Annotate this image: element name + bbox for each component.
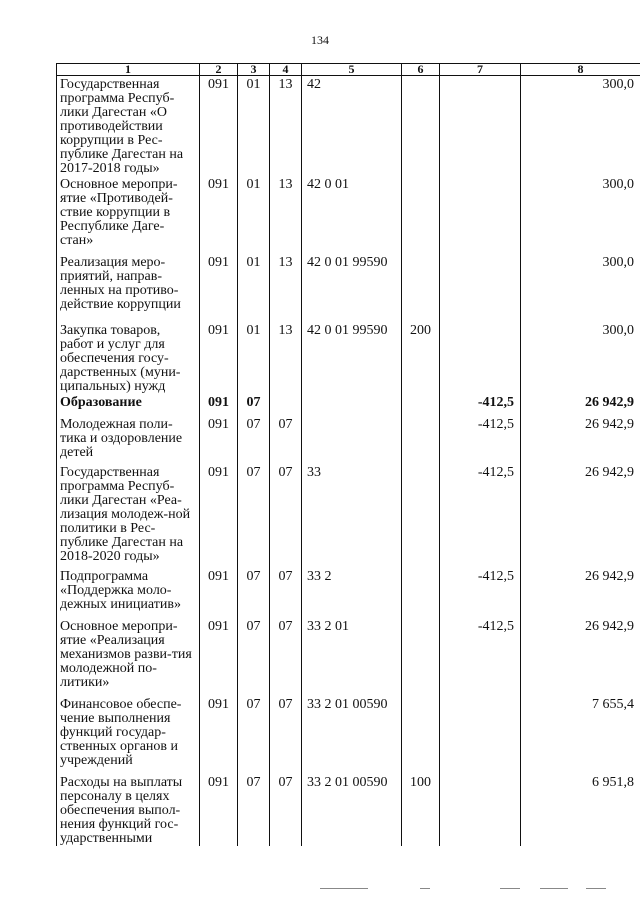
cell-section: 01 [238, 76, 270, 177]
scan-artifact [320, 888, 368, 889]
table-row [57, 176, 640, 254]
cell-change [440, 696, 521, 774]
cell-subsection: 13 [270, 176, 302, 254]
table-header-row [57, 64, 640, 76]
cell-section: 01 [238, 176, 270, 254]
cell-amount: 300,0 [521, 322, 640, 394]
cell-admin-code: 091 [200, 464, 238, 568]
cell-admin-code: 091 [200, 696, 238, 774]
cell-name: Реализация меро-приятий, направ-ленных на противо-действие коррупции [57, 254, 200, 322]
cell-amount: 300,0 [521, 176, 640, 254]
cell-section: 07 [238, 394, 270, 416]
cell-target-article: 33 2 01 00590 [302, 774, 402, 846]
cell-name: Молодежная поли-тика и оздоровление детей [57, 416, 200, 464]
cell-change [440, 322, 521, 394]
header-cell: 2 [200, 64, 238, 76]
cell-name: Подпрограмма «Поддержка моло-дежных инициатив» [57, 568, 200, 618]
cell-expense-type: 100 [402, 774, 440, 846]
cell-target-article: 33 2 [302, 568, 402, 618]
table-row [57, 568, 640, 618]
cell-target-article [302, 416, 402, 464]
cell-subsection: 07 [270, 696, 302, 774]
cell-section: 07 [238, 464, 270, 568]
cell-section: 01 [238, 254, 270, 322]
scan-artifact [420, 888, 430, 889]
cell-admin-code: 091 [200, 76, 238, 177]
cell-admin-code: 091 [200, 618, 238, 696]
cell-admin-code: 091 [200, 416, 238, 464]
cell-amount: 26 942,9 [521, 394, 640, 416]
cell-subsection [270, 394, 302, 416]
cell-admin-code: 091 [200, 774, 238, 846]
cell-expense-type [402, 464, 440, 568]
cell-admin-code: 091 [200, 322, 238, 394]
table-row [57, 618, 640, 696]
cell-expense-type [402, 394, 440, 416]
cell-amount: 6 951,8 [521, 774, 640, 846]
cell-subsection: 07 [270, 568, 302, 618]
cell-expense-type: 200 [402, 322, 440, 394]
cell-change: -412,5 [440, 394, 521, 416]
cell-change [440, 774, 521, 846]
cell-target-article: 42 0 01 [302, 176, 402, 254]
cell-change: -412,5 [440, 618, 521, 696]
cell-name: Основное меропри-ятие «Реализация механизмов разви-тия молодежной по-литики» [57, 618, 200, 696]
cell-expense-type [402, 416, 440, 464]
cell-target-article: 33 [302, 464, 402, 568]
cell-section: 07 [238, 774, 270, 846]
header-cell: 6 [402, 64, 440, 76]
header-cell: 1 [57, 64, 200, 76]
table-row [57, 416, 640, 464]
cell-subsection: 13 [270, 254, 302, 322]
cell-section: 01 [238, 322, 270, 394]
cell-amount: 26 942,9 [521, 464, 640, 568]
cell-amount: 26 942,9 [521, 416, 640, 464]
cell-section: 07 [238, 618, 270, 696]
table-row [57, 774, 640, 846]
cell-subsection: 07 [270, 618, 302, 696]
cell-target-article: 33 2 01 00590 [302, 696, 402, 774]
table-row [57, 76, 640, 177]
header-cell: 8 [521, 64, 640, 76]
cell-expense-type [402, 176, 440, 254]
cell-expense-type [402, 696, 440, 774]
cell-target-article: 42 [302, 76, 402, 177]
cell-name: Государственная программа Респуб-лики Дагестан «О противодействии коррупции в Рес-публике Дагестан на 2017-2018 годы» [57, 76, 200, 177]
cell-change: -412,5 [440, 568, 521, 618]
cell-subsection: 07 [270, 464, 302, 568]
cell-name: Финансовое обеспе-чение выполнения функций государ-ственных органов и учреждений [57, 696, 200, 774]
header-cell: 5 [302, 64, 402, 76]
cell-amount: 26 942,9 [521, 568, 640, 618]
cell-change [440, 254, 521, 322]
cell-subsection: 13 [270, 76, 302, 177]
cell-target-article [302, 394, 402, 416]
cell-expense-type [402, 254, 440, 322]
cell-change [440, 76, 521, 177]
cell-target-article: 33 2 01 [302, 618, 402, 696]
cell-amount: 26 942,9 [521, 618, 640, 696]
scan-artifact [500, 888, 520, 889]
table-row [57, 394, 640, 416]
cell-admin-code: 091 [200, 176, 238, 254]
header-cell: 4 [270, 64, 302, 76]
cell-section: 07 [238, 568, 270, 618]
scan-artifact [540, 888, 568, 889]
cell-subsection: 13 [270, 322, 302, 394]
cell-amount: 7 655,4 [521, 696, 640, 774]
header-cell: 7 [440, 64, 521, 76]
page-number: 134 [311, 33, 329, 47]
cell-target-article: 42 0 01 99590 [302, 254, 402, 322]
cell-name: Образование [57, 394, 200, 416]
cell-name: Расходы на выплаты персоналу в целях обеспечения выпол-нения функций гос-ударственными [57, 774, 200, 846]
table-row [57, 464, 640, 568]
cell-expense-type [402, 568, 440, 618]
cell-change [440, 176, 521, 254]
cell-admin-code: 091 [200, 254, 238, 322]
cell-expense-type [402, 618, 440, 696]
cell-section: 07 [238, 416, 270, 464]
cell-name: Основное меропри-ятие «Противодей-ствие коррупции в Республике Даге-стан» [57, 176, 200, 254]
table-row [57, 322, 640, 394]
table-row [57, 254, 640, 322]
header-cell: 3 [238, 64, 270, 76]
cell-name: Государственная программа Респуб-лики Дагестан «Реа-лизация молодеж-ной политики в Рес-публике Дагестан на 2018-2020 годы» [57, 464, 200, 568]
cell-section: 07 [238, 696, 270, 774]
cell-expense-type [402, 76, 440, 177]
cell-subsection: 07 [270, 416, 302, 464]
cell-amount: 300,0 [521, 76, 640, 177]
cell-change: -412,5 [440, 416, 521, 464]
cell-target-article: 42 0 01 99590 [302, 322, 402, 394]
cell-amount: 300,0 [521, 254, 640, 322]
budget-table [56, 63, 640, 846]
table-row [57, 696, 640, 774]
cell-admin-code: 091 [200, 568, 238, 618]
cell-name: Закупка товаров, работ и услуг для обеспечения госу-дарственных (муни-ципальных) нужд [57, 322, 200, 394]
cell-subsection: 07 [270, 774, 302, 846]
cell-change: -412,5 [440, 464, 521, 568]
cell-admin-code: 091 [200, 394, 238, 416]
scan-artifact [586, 888, 606, 889]
